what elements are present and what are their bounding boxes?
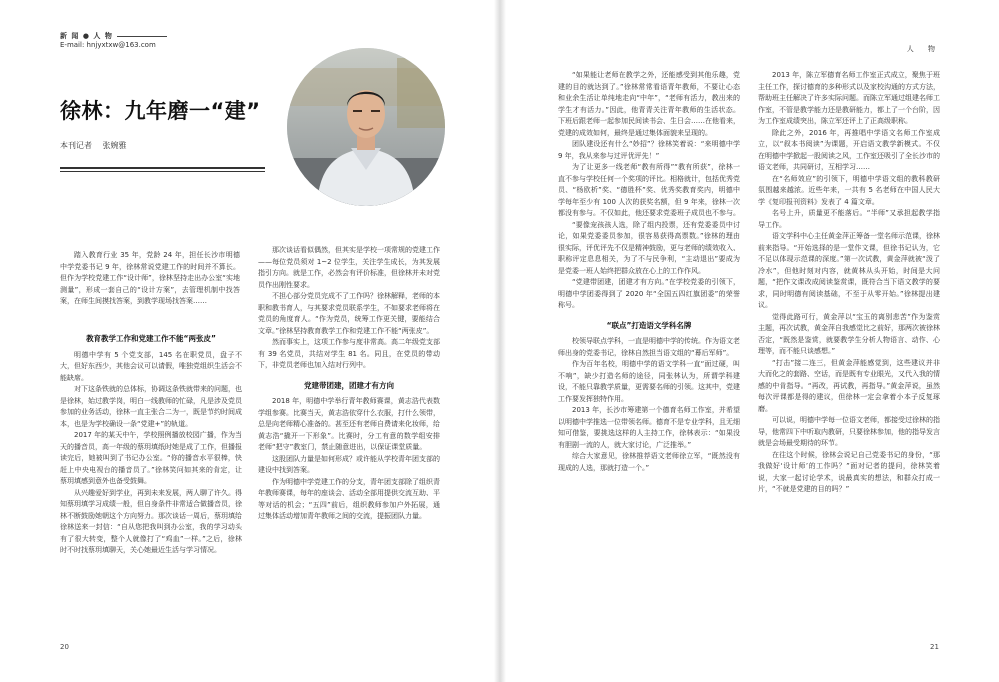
paragraph: 明德中学有 5 个党支部，145 名在职党员，盘子不大，但好东西少，其他会议可以请假，唯独党组织生活会不能缺席。 <box>60 350 242 382</box>
paragraph: 语文学科中心主任黄金萍正筹备一堂名师示范课，徐林前来指导。“开始选择的是一堂作文课，但徐书记认为，它不足以体现示范课的深度。”第一次试教，黄金萍就被“泼了冷水”，但他时刻对内容，就黄林从头开始，时间是大问题，“把作文课改成阅读鉴赏课，既符合当下语文教学的要求，同时明德有阅读基础，不至于从零开始。”徐林提出建议。 <box>758 232 940 309</box>
paragraph: “要像宠孩孩人选，除了组内投票，还有党委委员中讨论，如果党委委员参加，很容易获得高票数。”徐林的理由很实际，评优评先不仅是精神鼓励，更与老师的绩效收入、职称评定息息相关，为了不与民争利，“主动退出”要成为是党委一班人始终把群众放在心上的工作作风。 <box>558 220 740 275</box>
section-heading: “联点”打造语文学科名牌 <box>606 320 692 330</box>
page-number-left: 20 <box>60 643 69 651</box>
column-4 <box>758 70 940 496</box>
paragraph: 对下这条铁就的总体标，协调这条铁就带来的问题，也是徐林，始过教学岗，明白一线教师的忙碌，凡是涉及党员参加的业务活动，徐林一直主张合二为一，既是节约时间成本，也是为学校确设一条“党建+”的轨道。 <box>60 385 242 428</box>
paragraph: “如果能让老师在教学之外，还能感受到其他乐趣，党建的目的就达到了。”徐林常常看语青年教师，不要让心态和业余生活让单纯地走向“中年”，“老师有活力，教出来的学生才有活力。”因此，他青青关注青年教师的生活状态。下班后跟老师一起参加民间读书会、生日会……在他看来，党建的成效如何，最终是通过集体面貌来呈现的。 <box>558 71 740 137</box>
column-3 <box>558 70 740 474</box>
section-label: 新 闻 ● 人 物 <box>60 32 113 40</box>
paragraph: 这股团队力量是如何形成？或许能从学校青年团支部的建设中找到答案。 <box>258 454 440 474</box>
section-heading: 教育教学工作和党建工作不能“两张皮” <box>86 334 216 343</box>
paragraph: 可以说，明德中学每一位语文老师，都接受过徐林的指导，他常四下中听取内教研，只要徐林参加，他的指导发言就是会场最受期待的环节。 <box>758 416 940 447</box>
paragraph: “党建带团建，团建才有方向。”在学校党委的引领下，明德中学团委得到了 2020 年“全国五四红旗团委”的荣誉称号。 <box>558 278 740 309</box>
paragraph: 在“名师效应”的引领下，明德中学语文组的教科教研氛围越来越浓。近些年来，一共有 5 名老师在中国人民大学《复印报刊资料》发表了 4 篇文章。 <box>758 174 940 206</box>
page-spine <box>494 0 506 682</box>
header-right-section: 人 物 <box>906 45 941 53</box>
paragraph: “打击”接二连三，但黄金萍能感觉到，这些建议并非大而化之的套路、空话，而是既有专业眼光，又代入我的情感的中肯指导。“再改，再试教，再指导。”黄金萍说，虽然每次评课都是得的建议，但徐林一定会拿着小本子反复琢磨。 <box>758 358 940 413</box>
column-2 <box>258 245 440 523</box>
page-number-right: 21 <box>930 643 939 651</box>
column-1 <box>60 325 242 557</box>
portrait-illustration <box>287 48 445 206</box>
header-left <box>60 32 167 50</box>
paragraph: 为了让更多一线老师“教有所得”“教有所获”，徐林一直不参与学校任何一个奖项的评比。相格就计，包括优秀党员、“杨欧析”奖、“德胜杯”奖、优秀奖教育奖内，明德中学每年至少有 100 人次的获奖名额，但 9 年来，徐林一次都没有参与。不仅如此，他还要求党委班子成员也不参与。 <box>558 163 740 217</box>
paragraph: 除此之外，2016 年，再推唱中学语文名师工作室成立，以“叙本书阅读”为课题，开启语文教学新模式。不仅在明德中学掀起一股阅读之风，工作室还吸引了全长沙市的语文老师，共同研讨，互相学习…… <box>758 128 940 171</box>
byline-name: 张婉雅 <box>102 141 127 150</box>
paragraph: 不担心部分党员完成不了工作吗？徐林解释，老师的本职和教书育人，与其要求党员联系学生，不如要求老师将在党员的角度育人。“作为党员，统筹工作更关键，要能结合文章。”徐林坚持教育教学工作和党建工作不能“两张皮”。 <box>258 292 440 335</box>
header-divider <box>117 36 167 37</box>
paragraph: 综合大家意见，徐林推荐语文老师徐立军，“既然没有现成的人选，那就打造一个。” <box>558 452 740 472</box>
section-heading: 党建带团建，团建才有方向 <box>304 380 394 390</box>
paragraph: 那次谈话看似偶然，但其实是学校一项常规的党建工作——每位党员须对 1~2 位学生，关注学生成长，为其发展指引方向。就是工作，必然会有评价标准，但徐林并未对党员作出刚性要求。 <box>258 246 440 289</box>
paragraph: 名号上升，质量更不能落后。“半师”又承担起教学指导工作。 <box>758 209 940 229</box>
paragraph: 校领导联点学科，一直是明德中学的传统。作为语文老师出身的党委书记，徐林自然担当语文组的“幕后军师”。 <box>558 337 740 357</box>
paragraph: 2017 年的某天中午，学校照例播放校园广播，作为当天的播音员，高一年级的蔡玥填纸时她是成了工作，但播报读完后，她被叫到了书记办公室。“你的播音水平很棒，快赶上中央电视台的播音员了。”徐林笑问如其来的肯定，让蔡玥填感到意外也备受鼓舞。 <box>60 431 242 485</box>
paragraph: 在往这个时候，徐林会说记自己党委书记的身份，“那我做好‘设计师’的工作吗？”面对记者的提问，徐林笑着说，大家一起讨论学术，说最真实的想法，和群众打成一片，“不就是党建的目的吗？” <box>758 450 940 493</box>
portrait-photo <box>287 48 445 206</box>
header-email: E-mail: hnjyxtxw@163.com <box>60 41 156 49</box>
title-rule-thin <box>60 171 265 172</box>
article-title: 徐林：九年磨一“建” <box>60 99 261 123</box>
paragraph: 2013 年，陈立军德育名师工作室正式成立，聚焦于班主任工作，探讨德育的多种形式以及家校沟通的方式方法，帮助班主任解决了许多实际问题。而陈立军通过组建名师工作室，不管是教学能力还是教研能力，都上了一个台阶，因为工作室成绩突出，陈立军还评上了正高级职称。 <box>758 71 940 125</box>
byline <box>60 140 135 151</box>
paragraph: 从兴趣爱好到学业，再到未来发展，两人聊了许久。得知蔡玥填学习成绩一般，但自身条件非常适合做播音员，徐林不断鼓励她朝这个方向努力。那次谈话一周后，蔡玥填给徐林送来一封信：“自从您把我叫到办公室，我的学习动头有了很大转变，整个人就像打了“鸡血”一样。”之后，徐林时不时找蔡玥填聊天，关心她最近生活与学习情况。 <box>60 488 242 554</box>
paragraph: 作为百年名校，明德中学的语文学科一直“面过硬，叫不响”，缺少打造名师的途径，同张林认为，所谓学科建设，不能只靠教学质量，更需要名师的引领。这其中，党建工作要发挥独特作用。 <box>558 360 740 403</box>
title-rule-thick <box>60 167 265 169</box>
paragraph: 然而事实上，这项工作参与度非常高。高二年级党支部有 39 名党员，共结对学生 81 名。同且，在党员的带动下，非党员老师也加入结对行列中。 <box>258 338 440 369</box>
paragraph: 觉得此路可行，黄金萍以“宝玉的离别悲苦”作为鉴赏主题，再次试教，黄金萍自我感觉比之前好，那两次被徐林否定，“既然是鉴赏，就要教学生分析人物语言、动作、心理等，而不能只谈感想。” <box>758 312 940 355</box>
paragraph: 2013 年，长沙市筹建第一个德育名师工作室，并希望以明德中学推选一位带领名师。德育不是专业学科，且无细知可借鉴，要挑选这样的人主持工作，徐林表示：“如果没有胆剧一流的人，就大家讨论，广泛推举。” <box>558 406 740 449</box>
paragraph: 团队建设还有什么“妙招”？徐林笑着说：“来明德中学 9 年，我从来参与过评优评先！” <box>558 140 740 160</box>
byline-role: 本刊记者 <box>60 141 92 150</box>
article-lead: 踏入教育行业 35 年，党龄 24 年，担任长沙市明德中学党委书记 9 年，徐林常说党建工作的时间并不算长。但作为学校党建工作“设计师”，徐林坚持走出办公室“实地测量”，形成一套自己的“设计方案”，去管理机制中找答案，在师生间摸找答案，到教学现场找答案…… <box>60 251 240 305</box>
paragraph: 作为明德中学党建工作的分支，青年团支部除了组织青年教师赛课，每年的座谈会、活动全部用提供交流互助、平等对话的机会；“五四”前后，组织教师参加户外拓展，通过集体活动增加青年教师之间的交流，提振团队力量。 <box>258 477 440 520</box>
paragraph: 2018 年，明德中学举行青年教师赛课，黄志浩代表数学组参赛。比赛当天，黄志浩依穿什么衣服，打什么领带，总是向老师精心准备的。甚至还有老师自费请来化妆师，给黄志浩“撬开一下形象”。比赛时，分工有意的数学组安排老师“把守”教室门，禁止随意进出，以保证课堂质量。 <box>258 397 440 451</box>
